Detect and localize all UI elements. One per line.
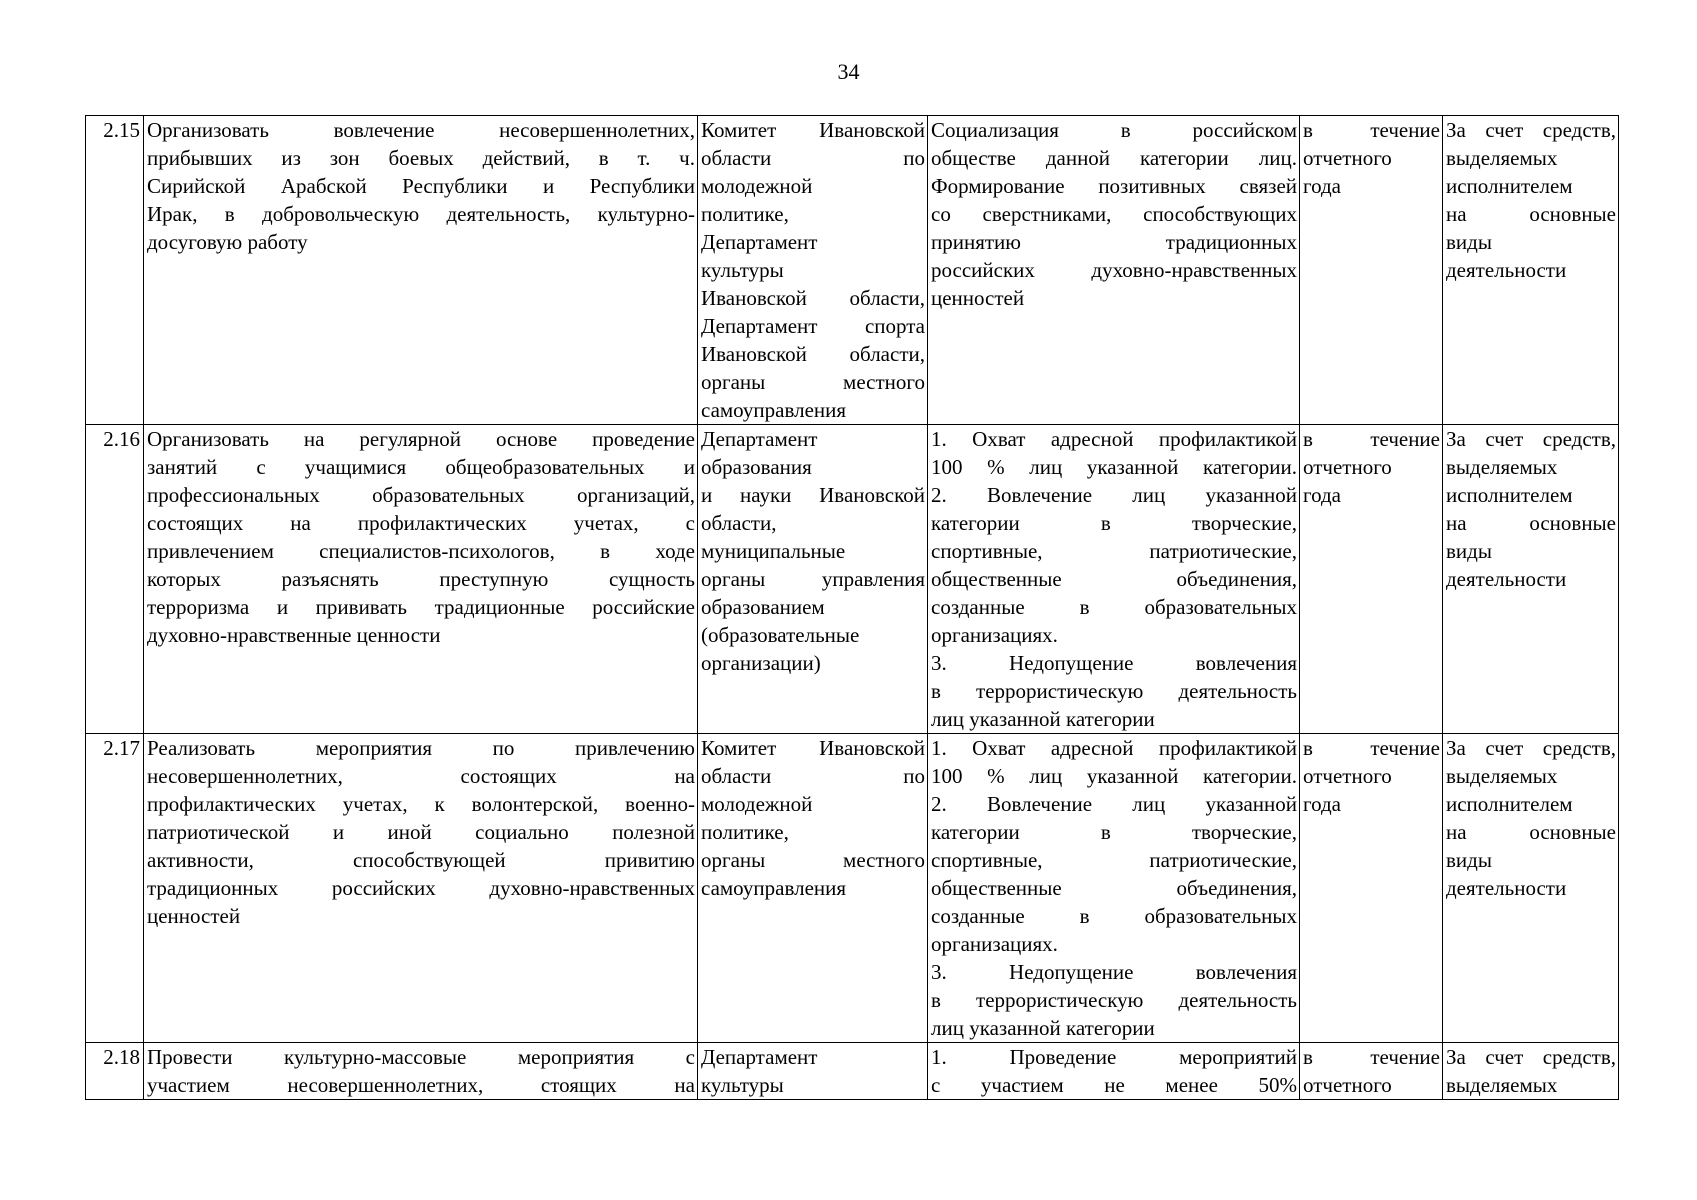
cell-text-line: обществе данной категории лиц. (931, 146, 1297, 170)
row-number: 2.17 (86, 734, 144, 1043)
cell-text-line: 100 % лиц указанной категории. (931, 764, 1297, 788)
cell-text-line: профессиональных образовательных организаций, (147, 483, 695, 507)
measures-table (85, 115, 1619, 1100)
table-row (86, 734, 1619, 1043)
cell-text-line: отчетного (1303, 1073, 1392, 1097)
executor-cell (698, 1043, 928, 1100)
cell-text-line: самоуправления (701, 398, 847, 422)
cell-text-line: ценностей (147, 904, 241, 928)
cell-text-line: образованием (701, 595, 825, 619)
cell-text-line: виды (1446, 539, 1492, 563)
cell-text-line: Департамент (701, 427, 818, 451)
cell-text-line: исполнителем (1446, 174, 1573, 198)
cell-text-line: традиционных российских духовно-нравственных (147, 876, 695, 900)
cell-text-line: принятию традиционных (931, 230, 1297, 254)
cell-text-line: активности, способствующей привитию (147, 848, 695, 872)
measures-table-body (86, 116, 1619, 1100)
cell-text-line: года (1303, 792, 1341, 816)
result-cell (928, 425, 1300, 734)
cell-text-line: категории в творческие, (931, 511, 1297, 535)
cell-text-line: занятий с учащимися общеобразовательных и (147, 455, 695, 479)
cell-text-line: отчетного (1303, 764, 1392, 788)
cell-text-line: которых разъяснять преступную сущность (147, 567, 695, 591)
cell-text-line: Департамент спорта (701, 314, 925, 338)
funding-cell (1443, 734, 1619, 1043)
cell-text-line: 3. Недопущение вовлечения (931, 651, 1297, 675)
cell-text-line: области, (701, 511, 777, 535)
term-cell (1300, 1043, 1443, 1100)
cell-text-line: области по (701, 146, 925, 170)
cell-text-line: с участием не менее 50% (931, 1073, 1297, 1097)
funding-cell (1443, 116, 1619, 425)
cell-text-line: молодежной (701, 792, 813, 816)
result-cell (928, 116, 1300, 425)
cell-text-line: привлечением специалистов-психологов, в ходе (147, 539, 695, 563)
cell-text-line: лиц указанной категории (931, 1016, 1155, 1040)
cell-text-line: 1. Охват адресной профилактикой (931, 736, 1297, 760)
cell-text-line: Реализовать мероприятия по привлечению (147, 736, 695, 760)
result-cell (928, 1043, 1300, 1100)
cell-text-line: 1. Охват адресной профилактикой (931, 427, 1297, 451)
cell-text-line: организации) (701, 651, 821, 675)
funding-cell (1443, 425, 1619, 734)
cell-text-line: общественные объединения, (931, 876, 1297, 900)
cell-text-line: организациях. (931, 623, 1058, 647)
cell-text-line: 3. Недопущение вовлечения (931, 960, 1297, 984)
cell-text-line: Провести культурно-массовые мероприятия с (147, 1045, 695, 1069)
cell-text-line: деятельности (1446, 567, 1567, 591)
row-number: 2.15 (86, 116, 144, 425)
term-cell (1300, 425, 1443, 734)
cell-text-line: Организовать вовлечение несовершеннолетних, (147, 118, 695, 142)
table-row (86, 116, 1619, 425)
cell-text-line: на основные (1446, 820, 1616, 844)
cell-text-line: 2. Вовлечение лиц указанной (931, 483, 1297, 507)
cell-text-line: созданные в образовательных (931, 595, 1297, 619)
cell-text-line: выделяемых (1446, 146, 1558, 170)
cell-text-line: организациях. (931, 932, 1058, 956)
cell-text-line: года (1303, 174, 1341, 198)
cell-text-line: патриотической и иной социально полезной (147, 820, 695, 844)
result-cell (928, 734, 1300, 1043)
cell-text-line: Ирак, в добровольческую деятельность, культурно- (147, 202, 695, 226)
cell-text-line: политике, (701, 820, 789, 844)
cell-text-line: со сверстниками, способствующих (931, 202, 1297, 226)
cell-text-line: года (1303, 483, 1341, 507)
cell-text-line: Организовать на регулярной основе проведение (147, 427, 695, 451)
cell-text-line: несовершеннолетних, состоящих на (147, 764, 695, 788)
cell-text-line: 2. Вовлечение лиц указанной (931, 792, 1297, 816)
cell-text-line: политике, (701, 202, 789, 226)
cell-text-line: выделяемых (1446, 1073, 1558, 1097)
cell-text-line: деятельности (1446, 876, 1567, 900)
row-number: 2.16 (86, 425, 144, 734)
cell-text-line: на основные (1446, 511, 1616, 535)
cell-text-line: отчетного (1303, 146, 1392, 170)
cell-text-line: виды (1446, 848, 1492, 872)
cell-text-line: прибывших из зон боевых действий, в т. ч. (147, 146, 695, 170)
cell-text-line: органы местного (701, 370, 925, 394)
table-row (86, 425, 1619, 734)
cell-text-line: культуры (701, 258, 784, 282)
cell-text-line: выделяемых (1446, 764, 1558, 788)
page-number: 34 (837, 59, 860, 84)
executor-cell (698, 425, 928, 734)
cell-text-line: Сирийской Арабской Республики и Республики (147, 174, 695, 198)
cell-text-line: самоуправления (701, 876, 847, 900)
measure-cell (144, 1043, 698, 1100)
cell-text-line: в течение (1303, 118, 1440, 142)
cell-text-line: исполнителем (1446, 792, 1573, 816)
row-number: 2.18 (86, 1043, 144, 1100)
cell-text-line: деятельности (1446, 258, 1567, 282)
cell-text-line: спортивные, патриотические, (931, 539, 1297, 563)
cell-text-line: спортивные, патриотические, (931, 848, 1297, 872)
cell-text-line: За счет средств, (1446, 427, 1616, 451)
cell-text-line: российских духовно-нравственных (931, 258, 1297, 282)
cell-text-line: 100 % лиц указанной категории. (931, 455, 1297, 479)
cell-text-line: созданные в образовательных (931, 904, 1297, 928)
cell-text-line: Комитет Ивановской (701, 736, 925, 760)
cell-text-line: состоящих на профилактических учетах, с (147, 511, 695, 535)
cell-text-line: За счет средств, (1446, 1045, 1616, 1069)
cell-text-line: образования (701, 455, 812, 479)
cell-text-line: За счет средств, (1446, 736, 1616, 760)
cell-text-line: Социализация в российском (931, 118, 1297, 142)
cell-text-line: области по (701, 764, 925, 788)
cell-text-line: 1. Проведение мероприятий (931, 1045, 1297, 1069)
term-cell (1300, 734, 1443, 1043)
cell-text-line: За счет средств, (1446, 118, 1616, 142)
cell-text-line: в течение (1303, 1045, 1440, 1069)
cell-text-line: Департамент (701, 1045, 818, 1069)
cell-text-line: Формирование позитивных связей (931, 174, 1297, 198)
cell-text-line: в террористическую деятельность (931, 988, 1297, 1012)
cell-text-line: категории в творческие, (931, 820, 1297, 844)
cell-text-line: и науки Ивановской (701, 483, 925, 507)
term-cell (1300, 116, 1443, 425)
cell-text-line: ценностей (931, 286, 1025, 310)
cell-text-line: молодежной (701, 174, 813, 198)
cell-text-line: общественные объединения, (931, 567, 1297, 591)
cell-text-line: в террористическую деятельность (931, 679, 1297, 703)
cell-text-line: терроризма и прививать традиционные российские (147, 595, 695, 619)
cell-text-line: выделяемых (1446, 455, 1558, 479)
cell-text-line: виды (1446, 230, 1492, 254)
cell-text-line: лиц указанной категории (931, 707, 1155, 731)
cell-text-line: на основные (1446, 202, 1616, 226)
cell-text-line: отчетного (1303, 455, 1392, 479)
cell-text-line: Департамент (701, 230, 818, 254)
cell-text-line: исполнителем (1446, 483, 1573, 507)
measure-cell (144, 116, 698, 425)
measure-cell (144, 425, 698, 734)
executor-cell (698, 116, 928, 425)
cell-text-line: (образовательные (701, 623, 860, 647)
cell-text-line: культуры (701, 1073, 784, 1097)
cell-text-line: участием несовершеннолетних, стоящих на (147, 1073, 695, 1097)
cell-text-line: органы местного (701, 848, 925, 872)
measure-cell (144, 734, 698, 1043)
cell-text-line: досуговую работу (147, 230, 308, 254)
executor-cell (698, 734, 928, 1043)
cell-text-line: Ивановской области, (701, 286, 925, 310)
cell-text-line: в течение (1303, 736, 1440, 760)
table-row (86, 1043, 1619, 1100)
cell-text-line: профилактических учетах, к волонтерской, военно- (147, 792, 695, 816)
cell-text-line: органы управления (701, 567, 925, 591)
cell-text-line: Ивановской области, (701, 342, 925, 366)
cell-text-line: духовно-нравственные ценности (147, 623, 441, 647)
cell-text-line: в течение (1303, 427, 1440, 451)
funding-cell (1443, 1043, 1619, 1100)
cell-text-line: Комитет Ивановской (701, 118, 925, 142)
cell-text-line: муниципальные (701, 539, 846, 563)
